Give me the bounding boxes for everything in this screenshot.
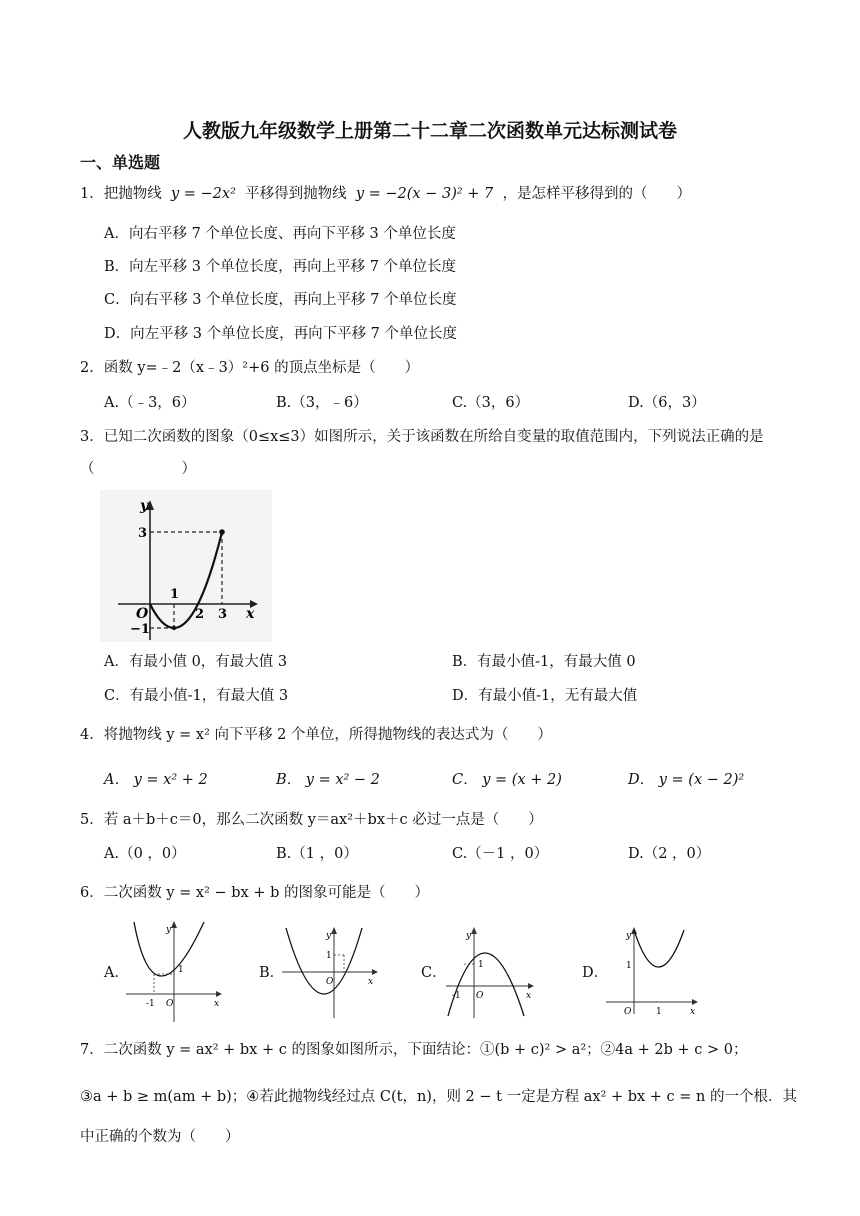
tick-label: 3	[138, 526, 148, 541]
graph-option-c	[444, 924, 536, 1020]
question-7-line-1: 7．二次函数 y = ax² + bx + c 的图象如图所示，下面结论：①(b + c)² > a²；②4a + 2b + c > 0；	[80, 1042, 748, 1058]
endpoint	[219, 529, 225, 535]
question-number: 1．	[80, 186, 104, 202]
y-axis-label: y	[140, 498, 149, 514]
question-5: 5．若 a＋b＋c＝0，那么二次函数 y＝ax²＋bx＋c 必过一点是（ ）	[80, 812, 543, 828]
tick-label: 1	[326, 951, 332, 961]
option-d: D.（6，3）	[628, 395, 706, 411]
option-b: B． y = x² − 2	[276, 772, 380, 788]
tick-label: 1	[626, 961, 632, 971]
option-a: A.（﹣3，6）	[104, 395, 196, 411]
option-c: C.（－1 ，0）	[452, 846, 549, 862]
option-b: B．有最小值-1，有最大值 0	[452, 654, 636, 670]
option-b: B.（1 ，0）	[276, 846, 358, 862]
x-axis-label: x	[214, 999, 220, 1009]
option-a: A.（0 ，0）	[104, 846, 186, 862]
equation: y = −2x²	[170, 186, 236, 202]
question-1	[80, 184, 691, 204]
option-c: C．	[421, 965, 447, 981]
origin-label: O	[166, 999, 174, 1009]
x-axis-label: x	[690, 1007, 696, 1016]
option-a: A．向右平移 7 个单位长度、再向下平移 3 个单位长度	[104, 226, 456, 242]
question-7-line-2: ③a + b ≥ m(am + b)；④若此抛物线经过点 C(t，n)，则 2 − t 一定是方程 ax² + bx + c = n 的一个根．其	[80, 1089, 797, 1105]
option-d: D．	[582, 965, 609, 981]
question-3: 3．已知二次函数的图象（0≤x≤3）如图所示，关于该函数在所给自变量的取值范围内，下列说法正确的是	[80, 429, 764, 445]
tick-label: 2	[195, 607, 205, 622]
x-axis-label: x	[368, 977, 374, 987]
origin-label: O	[326, 977, 334, 987]
origin-label: O	[624, 1007, 632, 1016]
tick-label: -1	[452, 991, 461, 1001]
question-text: ，是怎样平移得到的（ ）	[502, 186, 691, 202]
option-d: D.（2 ，0）	[628, 846, 711, 862]
y-axis-label: y	[166, 925, 172, 935]
graph-option-d	[604, 924, 700, 1016]
x-axis-label: x	[246, 606, 255, 622]
option-a: A．有最小值 0，有最大值 3	[104, 654, 288, 670]
option-b: B．向左平移 3 个单位长度，再向上平移 7 个单位长度	[104, 259, 457, 275]
question-6: 6．二次函数 y = x² − bx + b 的图象可能是（ ）	[80, 885, 429, 901]
y-axis-label: y	[466, 931, 472, 941]
q3-graph	[100, 490, 272, 642]
question-3-paren: （ ）	[80, 461, 196, 477]
option-c: C．有最小值-1，有最大值 3	[104, 688, 289, 704]
tick-label: 1	[656, 1007, 662, 1016]
question-text: 把抛物线	[103, 186, 162, 202]
question-2: 2．函数 y=﹣2（x﹣3）²+6 的顶点坐标是（ ）	[80, 360, 420, 376]
option-a: A． y = x² + 2	[104, 772, 208, 788]
tick-label: 3	[218, 607, 228, 622]
tick-label: 1	[478, 960, 484, 970]
option-d: D．有最小值-1，无有最大值	[452, 688, 638, 704]
graph-option-b	[280, 924, 380, 1020]
option-b: B．	[259, 965, 285, 981]
question-text: 平移得到抛物线	[245, 186, 347, 202]
tick-label: 1	[170, 587, 180, 602]
option-c: C． y = (x + 2)	[452, 772, 562, 788]
option-d: D． y = (x − 2)²	[628, 772, 745, 788]
option-d: D．向左平移 3 个单位长度，再向下平移 7 个单位长度	[104, 326, 458, 342]
equation: y = −2(x − 3)² + 7	[355, 186, 494, 202]
tick-label: 1	[178, 965, 184, 975]
section-heading: 一、单选题	[80, 153, 161, 172]
tick-label: −1	[130, 622, 150, 637]
y-axis-label: y	[326, 931, 332, 941]
x-axis-label: x	[526, 991, 532, 1001]
question-4: 4．将抛物线 y = x² 向下平移 2 个单位，所得抛物线的表达式为（ ）	[80, 727, 552, 743]
origin-label: O	[476, 991, 484, 1001]
page-title: 人教版九年级数学上册第二十二章二次函数单元达标测试卷	[182, 120, 677, 142]
question-7-line-3: 中正确的个数为（ ）	[80, 1129, 240, 1145]
tick-label: -1	[146, 999, 155, 1009]
y-axis-label: y	[626, 931, 632, 941]
origin-label: O	[136, 606, 149, 622]
option-c: C．向右平移 3 个单位长度，再向上平移 7 个单位长度	[104, 292, 457, 308]
option-a: A．	[104, 965, 129, 981]
graph-option-a	[124, 918, 224, 1022]
option-c: C.（3，6）	[452, 395, 530, 411]
option-b: B.（3，﹣6）	[276, 395, 368, 411]
